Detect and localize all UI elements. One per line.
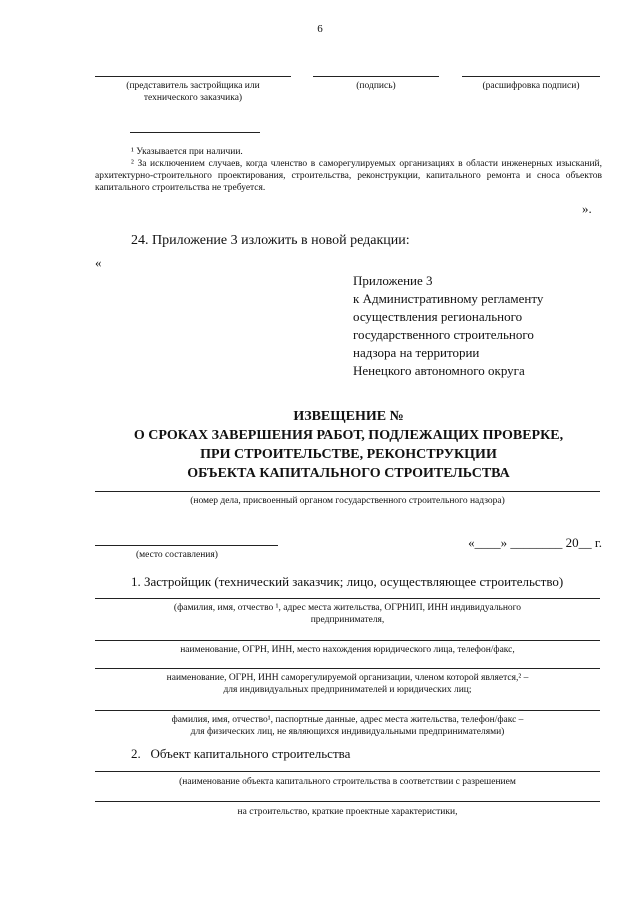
section-1-line-3: [95, 668, 600, 669]
section-1-caption-4b: для физических лиц, не являющихся индивидуальными предпринимателями): [190, 727, 505, 737]
section-1-caption-3: [95, 672, 600, 696]
section-2-line-1: [95, 771, 600, 772]
appendix-line-5: надзора на территории: [353, 345, 480, 360]
appendix-line-4: государственного строительного: [353, 327, 534, 342]
section-1-caption-1: [95, 602, 600, 626]
appendix-header: [353, 272, 603, 380]
case-number-caption: (номер дела, присвоенный органом государственного строительного надзора): [190, 496, 505, 506]
section-1-caption-3b: для индивидуальных предпринимателей и юридических лиц;: [223, 685, 472, 695]
closing-quote: ».: [582, 201, 592, 216]
signature-line-representative: [95, 76, 291, 77]
notice-title-line-1: ИЗВЕЩЕНИЕ №: [293, 409, 404, 424]
section-1-caption-3a: наименование, ОГРН, ИНН саморегулируемой организации, членом которой является,² –: [166, 673, 529, 683]
opening-quote: «: [95, 255, 102, 270]
section-1-caption-1a: (фамилия, имя, отчество ¹, адрес места жительства, ОГРНИП, ИНН индивидуального: [173, 603, 522, 613]
section-2-line-2: [95, 801, 600, 802]
notice-title-line-4: ОБЪЕКТА КАПИТАЛЬНОГО СТРОИТЕЛЬСТВА: [187, 466, 510, 481]
section-1-caption-2: наименование, ОГРН, ИНН, место нахождения юридического лица, телефон/факс,: [180, 645, 515, 655]
section-1-title: 1. Застройщик (технический заказчик; лицо, осуществляющее строительство): [131, 574, 564, 589]
appendix-line-6: Ненецкого автономного округа: [353, 363, 525, 378]
item-24: 24. Приложение 3 изложить в новой редакции:: [131, 233, 410, 248]
footnote-separator: [130, 132, 260, 133]
representative-caption: (представитель застройщика или технического заказчика): [126, 81, 260, 103]
case-number-line: [95, 491, 600, 492]
section-2-caption-2: на строительство, краткие проектные характеристики,: [237, 807, 458, 817]
section-2-caption-1: (наименование объекта капитального строительства в соответствии с разрешением: [179, 777, 516, 787]
signature-line-signature: [313, 76, 439, 77]
appendix-line-1: Приложение 3: [353, 273, 433, 288]
footnote-2: ² За исключением случаев, когда членство в саморегулируемых организациях в области инженерных изысканий, архитектурно-строительного проектирования, строительства, реконструкции, капитального ремонта и сноса объектов капитального строительства не требуется.: [95, 159, 602, 193]
footnote-1: ¹ Указывается при наличии.: [131, 147, 243, 157]
section-1-caption-4a: фамилия, имя, отчество¹, паспортные данные, адрес места жительства, телефон/факс –: [171, 715, 524, 725]
section-1-caption-4: [95, 714, 600, 738]
section-1-line-2: [95, 640, 600, 641]
signature-line-decode: [462, 76, 600, 77]
signature-caption: (подпись): [356, 81, 396, 91]
place-line: [95, 545, 278, 546]
notice-title-line-2: О СРОКАХ ЗАВЕРШЕНИЯ РАБОТ, ПОДЛЕЖАЩИХ ПРОВЕРКЕ,: [133, 428, 564, 443]
notice-title: [95, 407, 602, 483]
section-2-title: 2. Объект капитального строительства: [131, 746, 351, 761]
section-1-line-1: [95, 598, 600, 599]
decode-caption: (расшифровка подписи): [482, 81, 580, 91]
page-number: 6: [317, 23, 323, 35]
place-caption: (место составления): [136, 550, 218, 560]
notice-title-line-3: ПРИ СТРОИТЕЛЬСТВЕ, РЕКОНСТРУКЦИИ: [200, 447, 497, 462]
section-1-caption-1b: предпринимателя,: [310, 615, 385, 625]
section-1-line-4: [95, 710, 600, 711]
appendix-line-3: осуществления регионального: [353, 309, 523, 324]
date-line: «____» ________ 20__ г.: [468, 535, 602, 550]
appendix-line-2: к Административному регламенту: [353, 291, 544, 306]
